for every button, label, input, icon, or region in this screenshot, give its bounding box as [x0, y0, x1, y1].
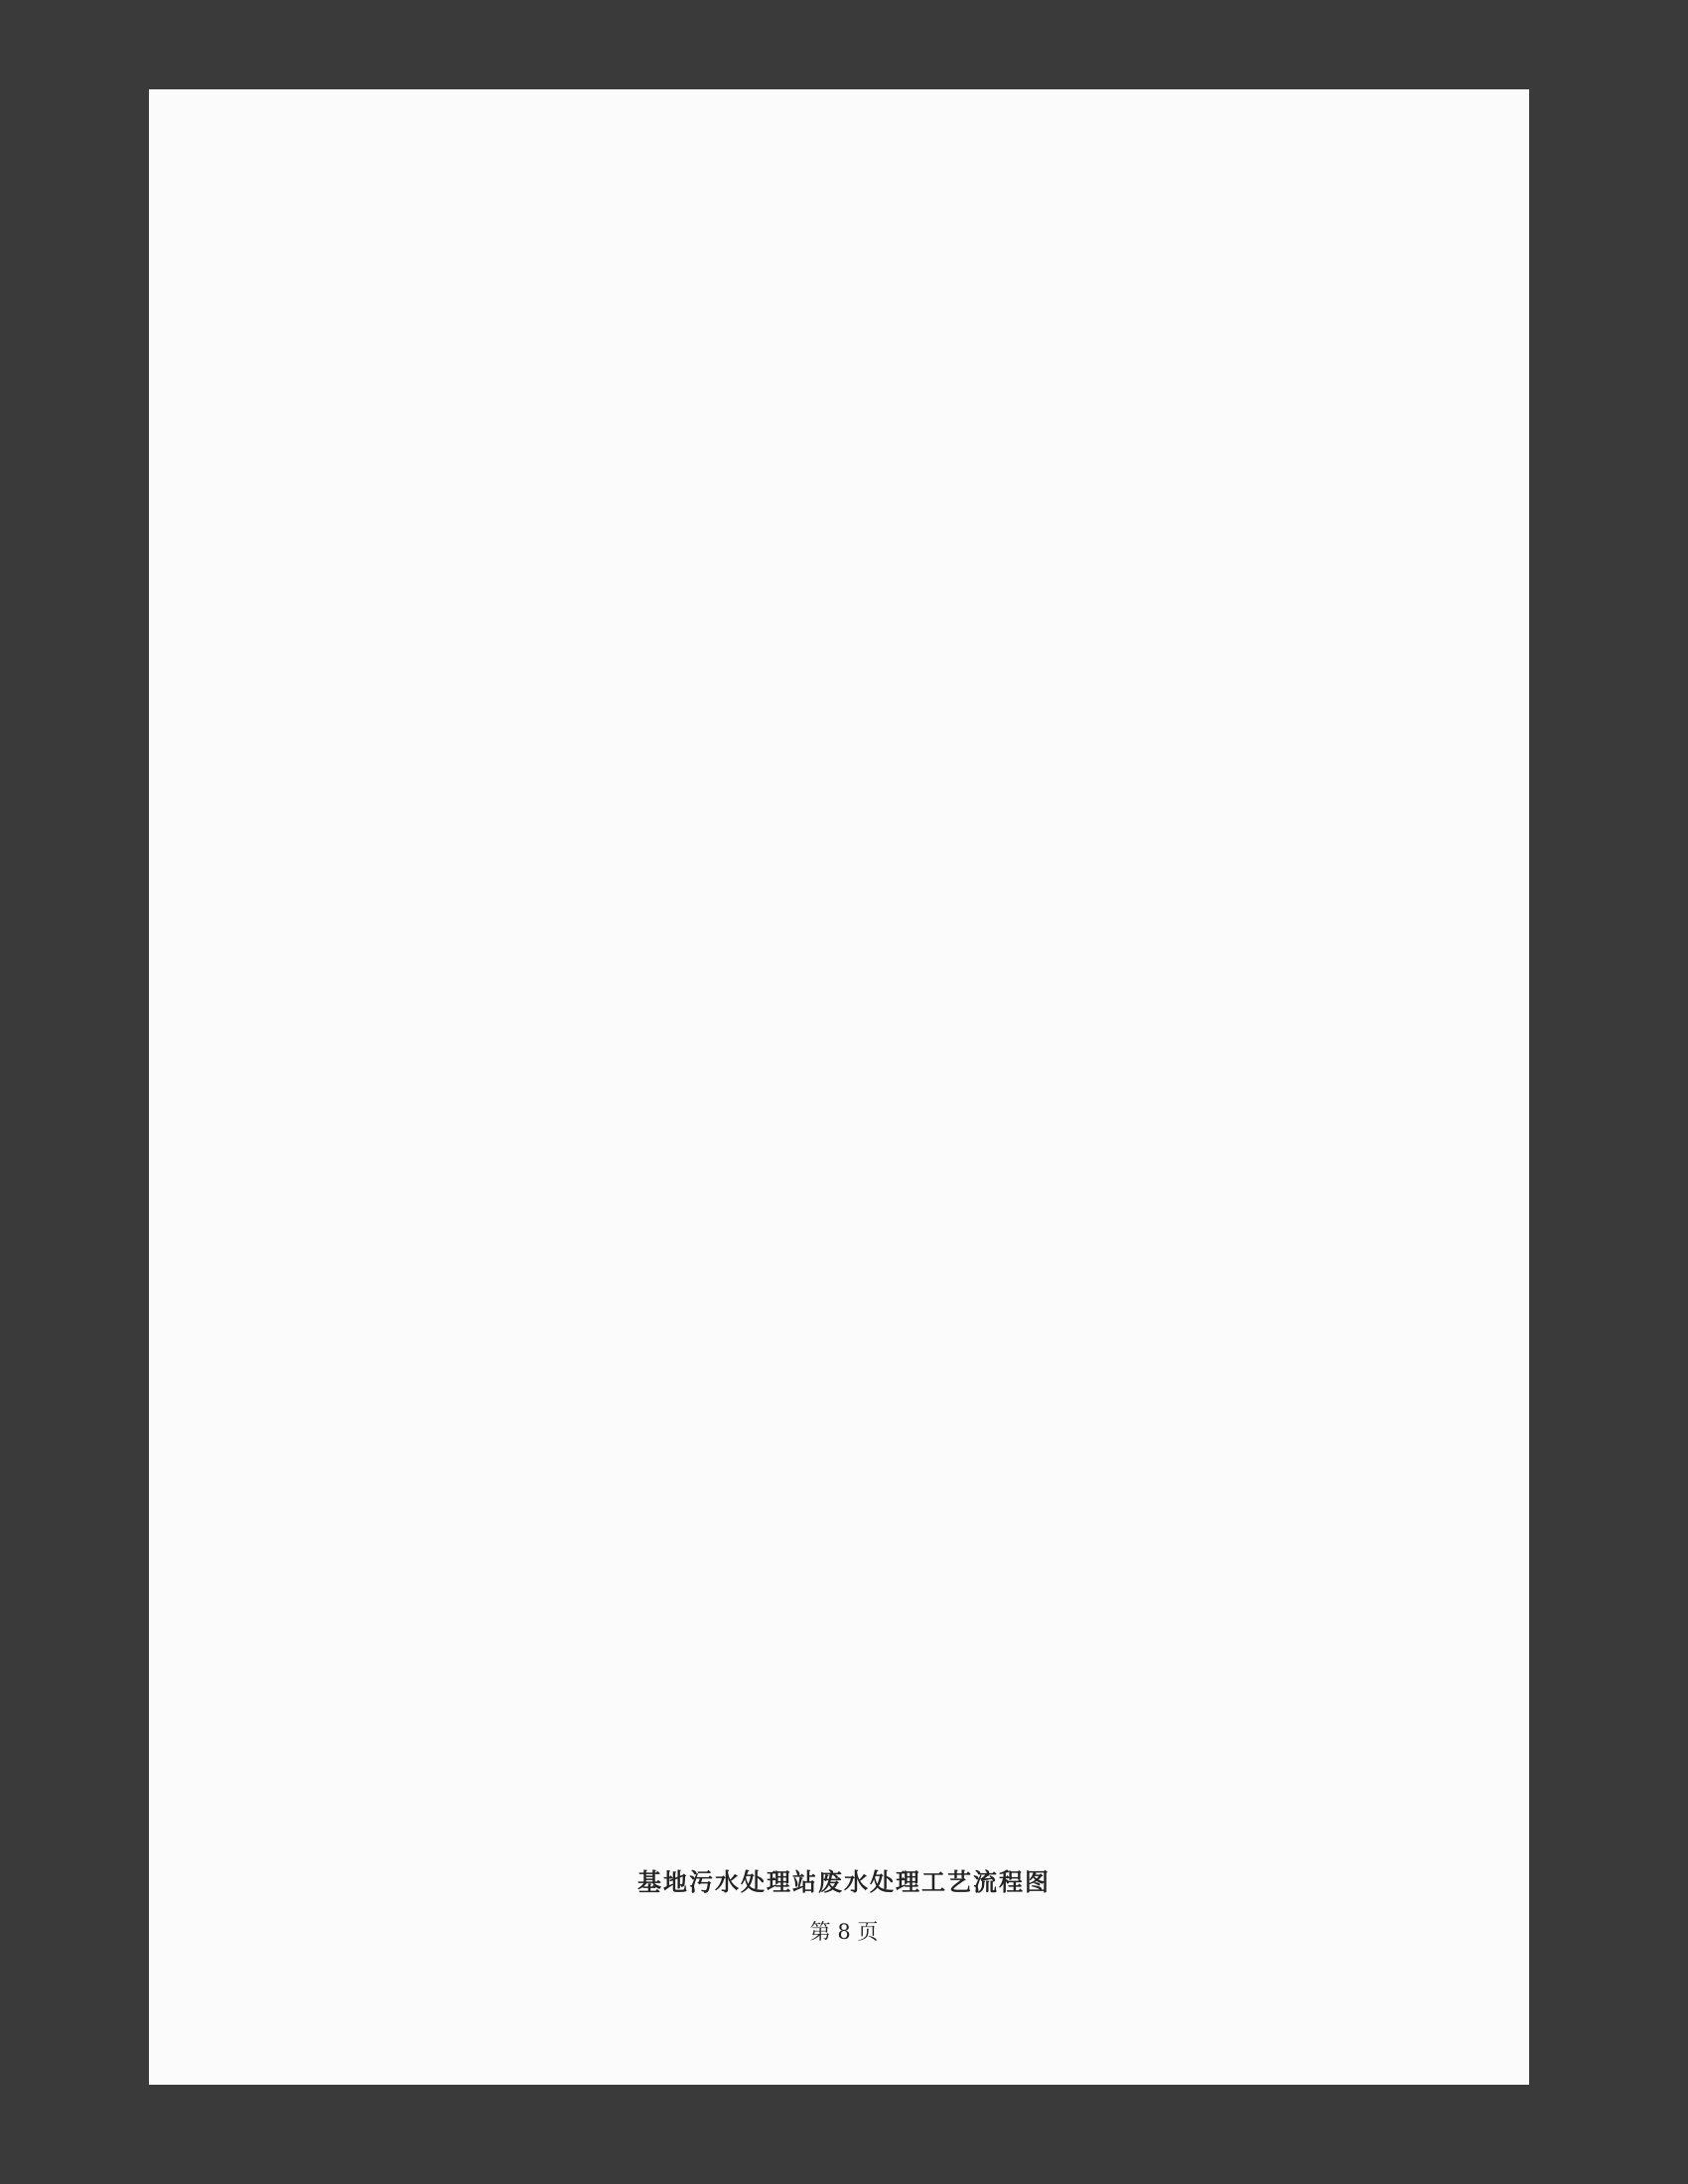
process-flow-diagram	[149, 89, 1529, 2085]
paper-sheet	[149, 89, 1529, 2085]
page-number: 第 8 页	[809, 1920, 879, 1944]
diagram-title: 基地污水处理站废水处理工艺流程图	[637, 1867, 1051, 1896]
